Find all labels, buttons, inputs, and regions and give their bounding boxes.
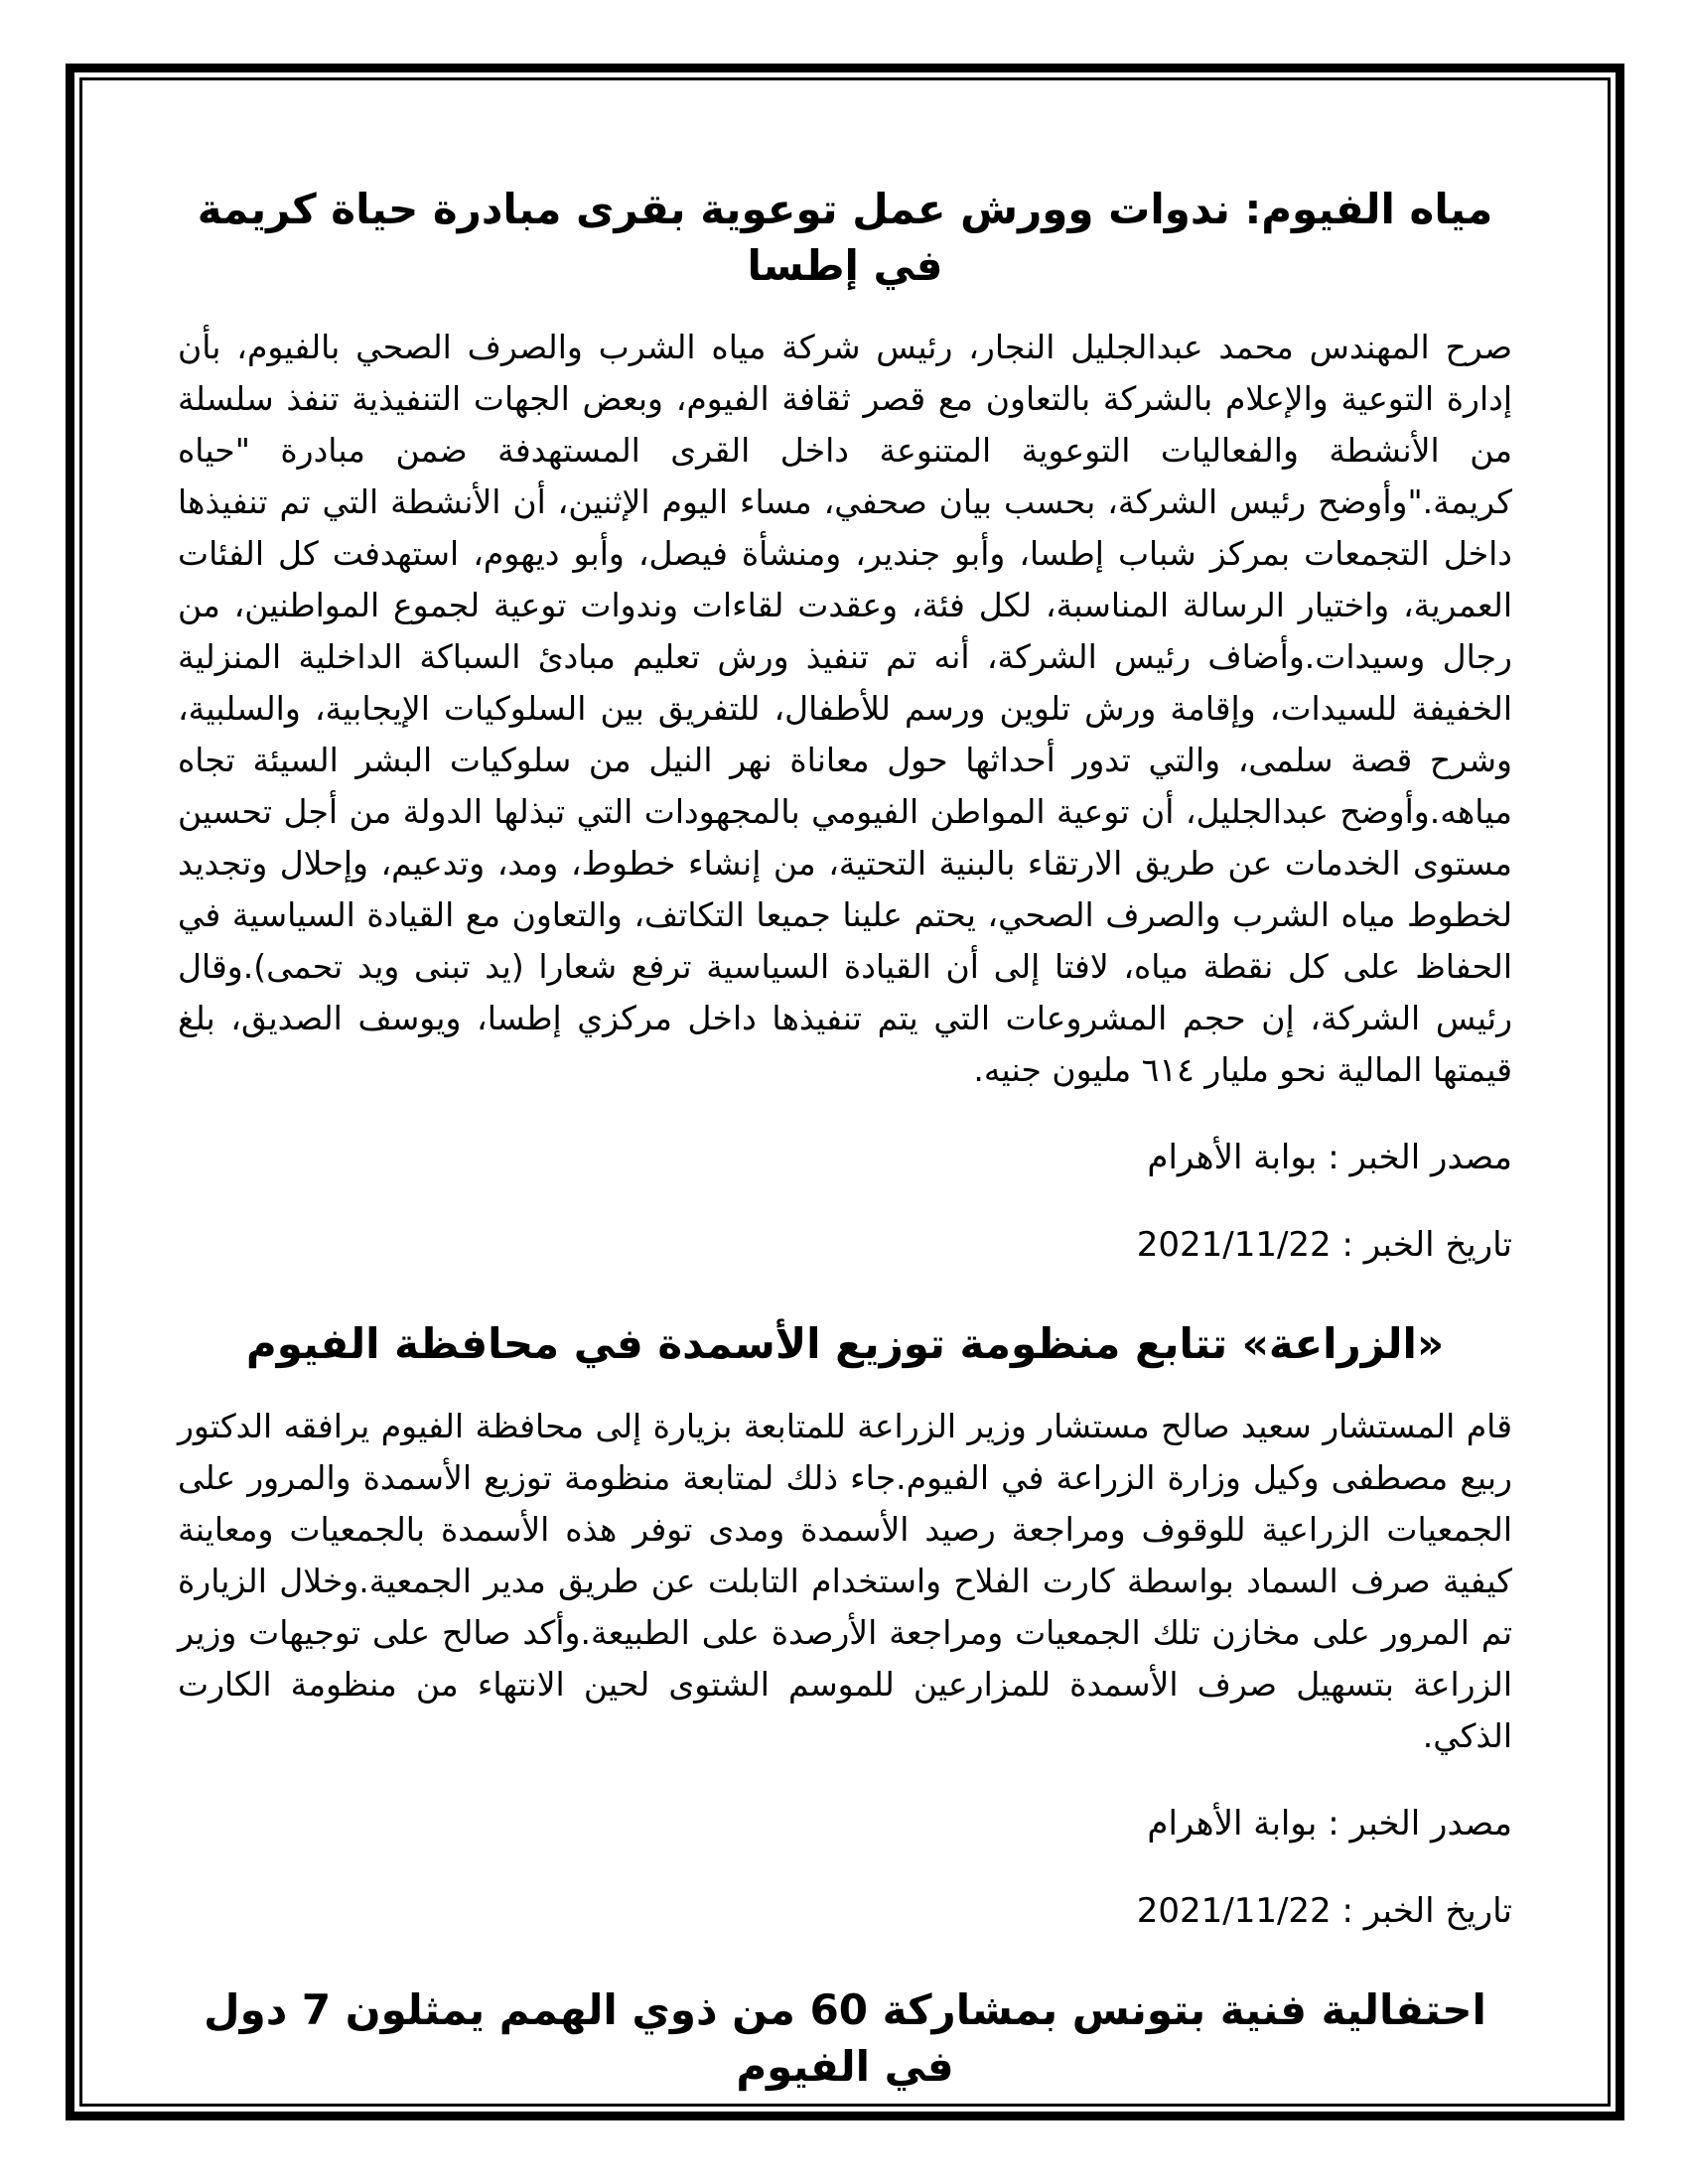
page-border-inner: [79, 77, 1611, 2107]
document-content: [82, 80, 1608, 2095]
article-1-date-line: تاريخ الخبر : 2021/11/22: [1136, 1225, 1512, 1266]
article-2-body: قام المستشار سعيد صالح مستشار وزير الزراعة للمتابعة بزيارة إلى محافظة الفيوم يرافقه الدكتور ربيع مصطفى وكيل وزارة الزراعة في الفيوم.جاء ذلك لمتابعة منظومة توزيع الأسمدة والمرور على الجمعيات الزراعية للوقوف ومراجعة رصيد الأسمدة ومدى توفر هذه الأسمدة بالجمعيات ومعاينة كيفية صرف السماد بواسطة كارت الفلاح واستخدام التابلت عن طريق مدير الجمعية.وخلال الزيارة تم المرور على مخازن تلك الجمعيات ومراجعة الأرصدة على الطبيعة.وأكد صالح على توجيهات وزير الزراعة بتسهيل صرف الأسمدة للمزارعين للموسم الشتوى لحين الانتهاء من منظومة الكارت الذكي.: [178, 1407, 1512, 1756]
article-2-title: «الزراعة» تتابع منظومة توزيع الأسمدة في محافظة الفيوم: [245, 1319, 1445, 1369]
article-2-source-line: مصدر الخبر : بوابة الأهرام: [1147, 1804, 1512, 1844]
page-border-outer: [66, 64, 1624, 2120]
article-1-body: صرح المهندس محمد عبدالجليل النجار، رئيس شركة مياه الشرب والصرف الصحي بالفيوم، بأن إدارة التوعية والإعلام بالشركة بالتعاون مع قصر ثقافة الفيوم، وبعض الجهات التنفيذية تنفذ سلسلة من الأنشطة والفعاليات التوعوية المتنوعة داخل القرى المستهدفة ضمن مبادرة "حياه كريمة."وأوضح رئيس الشركة، بحسب بيان صحفي، مساء اليوم الإثنين، أن الأنشطة التي تم تنفيذها داخل التجمعات بمركز شباب إطسا، وأبو جندير، ومنشأة فيصل، وأبو ديهوم، استهدفت كل الفئات العمرية، واختيار الرسالة المناسبة، لكل فئة، وعقدت لقاءات وندوات توعية لجموع المواطنين، من رجال وسيدات.وأضاف رئيس الشركة، أنه تم تنفيذ ورش تعليم مبادئ السباكة الداخلية المنزلية الخفيفة للسيدات، وإقامة ورش تلوين ورسم للأطفال، للتفريق بين السلوكيات الإيجابية، والسلبية، وشرح قصة سلمى، والتي تدور أحداثها حول معاناة نهر النيل من سلوكيات البشر السيئة تجاه مياهه.وأوضح عبدالجليل، أن توعية المواطن الفيومي بالمجهودات التي تبذلها الدولة من أجل تحسين مستوى الخدمات عن طريق الارتقاء بالبنية التحتية، من إنشاء خطوط، ومد، وتدعيم، وإحلال وتجديد لخطوط مياه الشرب والصرف الصحي، يحتم علينا جميعا التكاتف، والتعاون مع القيادة السياسية في الحفاظ على كل نقطة مياه، لافتا إلى أن القيادة السياسية ترفع شعارا (يد تبنى ويد تحمى).وقال رئيس الشركة، إن حجم المشروعات التي يتم تنفيذها داخل مركزي إطسا، ويوسف الصديق، بلغ قيمتها المالية نحو مليار ٦١٤ مليون جنيه.: [178, 328, 1512, 1090]
article-2-date-line: تاريخ الخبر : 2021/11/22: [1136, 1891, 1512, 1932]
article-1-title: مياه الفيوم: ندوات وورش عمل توعوية بقرى مبادرة حياة كريمة في إطسا: [197, 185, 1493, 290]
article-1-source-line: مصدر الخبر : بوابة الأهرام: [1147, 1138, 1512, 1178]
article-3-title: احتفالية فنية بتونس بمشاركة 60 من ذوي الهمم يمثلون 7 دول في الفيوم: [204, 1985, 1486, 2091]
